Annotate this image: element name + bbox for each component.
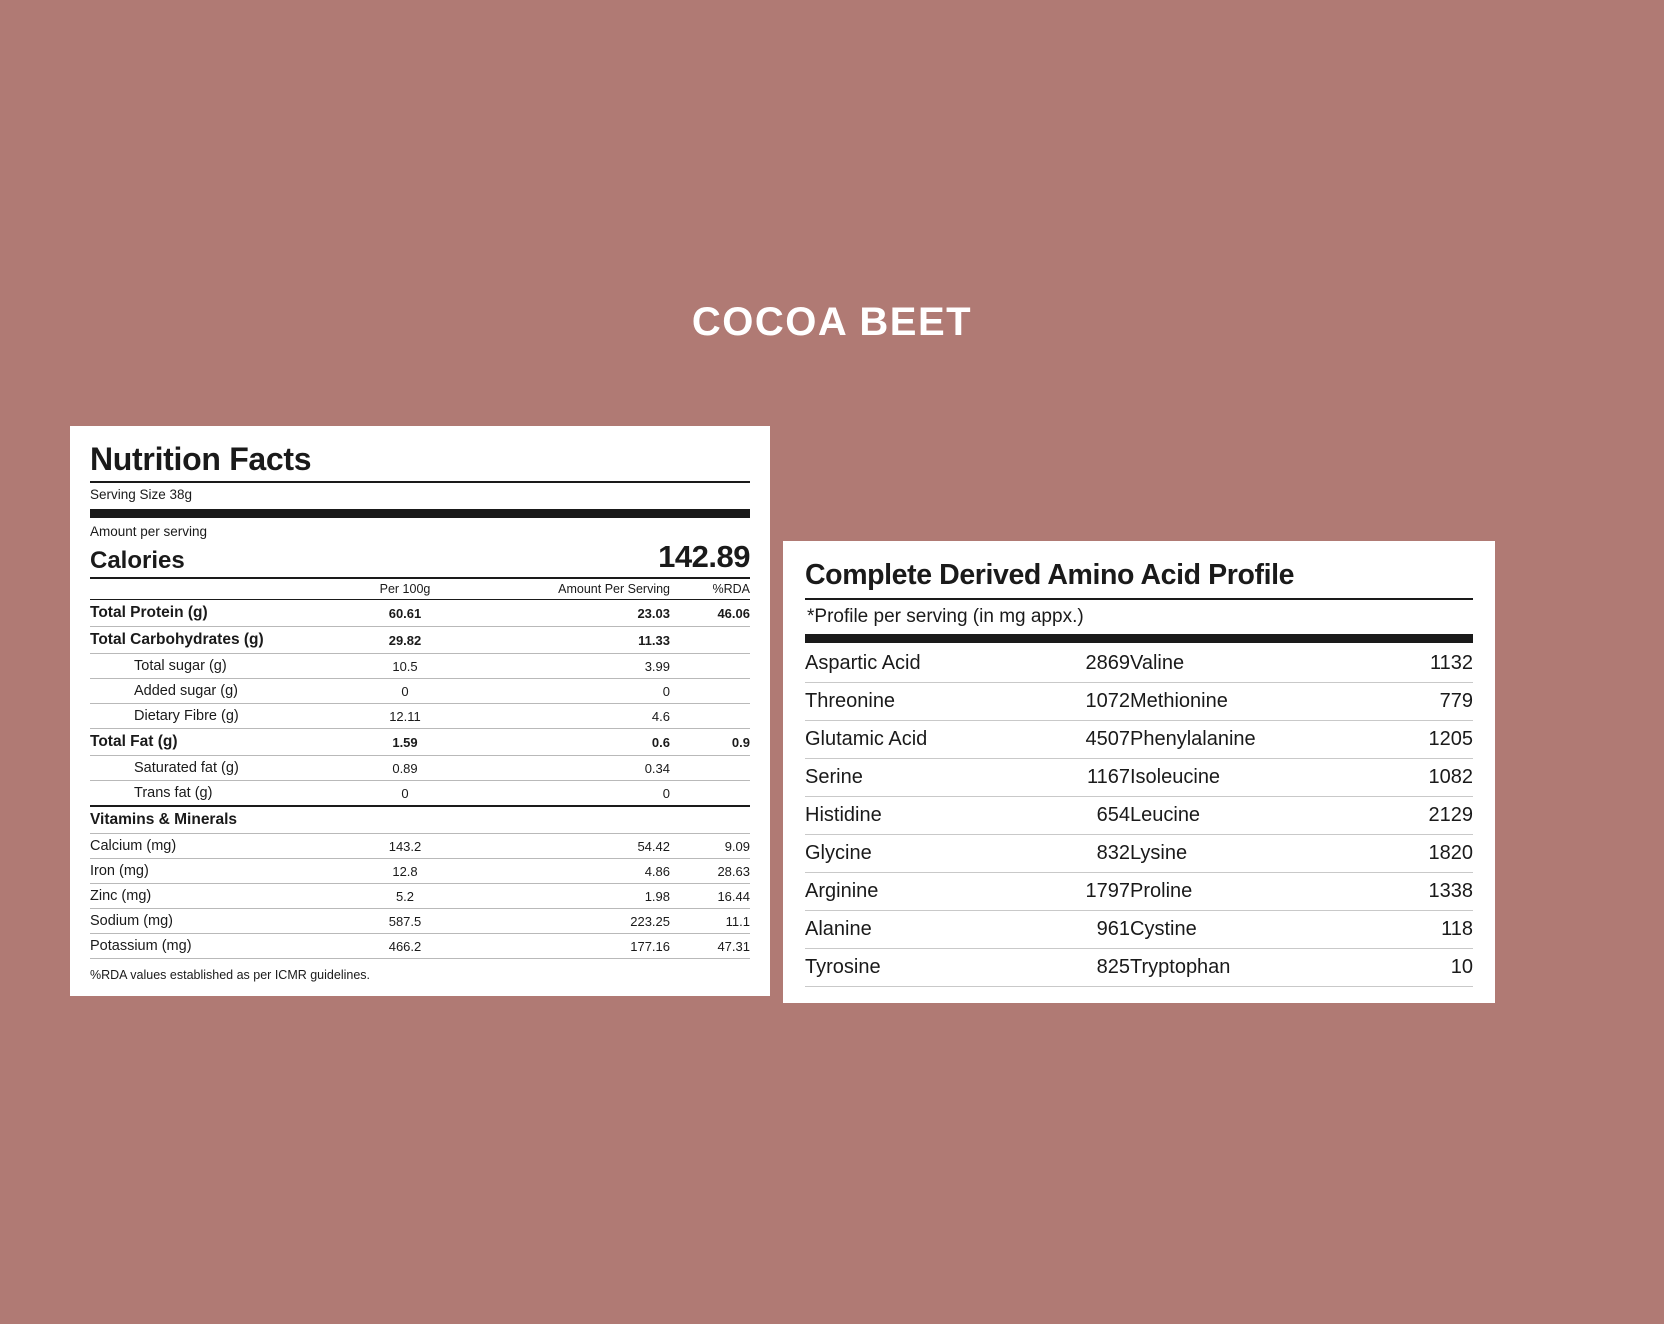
row-label: Sodium (mg)	[90, 909, 320, 934]
amino-value-left: 2869	[1020, 645, 1130, 683]
amino-value-left: 1167	[1020, 759, 1130, 797]
row-label: Added sugar (g)	[90, 679, 320, 704]
row-label: Calcium (mg)	[90, 834, 320, 859]
row-per-serving: 1.98	[490, 884, 670, 909]
row-per-serving: 4.6	[490, 704, 670, 729]
table-row	[90, 654, 750, 679]
table-row	[90, 859, 750, 884]
amino-value-left: 825	[1020, 949, 1130, 987]
section-header-label: Vitamins & Minerals	[90, 806, 750, 834]
row-per-100g: 29.82	[320, 627, 490, 654]
amino-value-right: 2129	[1335, 797, 1473, 835]
serving-size-text: Serving Size 38g	[90, 487, 193, 503]
table-row	[90, 756, 750, 781]
amino-name-left: Serine	[805, 759, 1020, 797]
row-per-100g: 143.2	[320, 834, 490, 859]
column-header-amount-per-serving: Amount Per Serving	[490, 579, 670, 600]
table-row	[90, 934, 750, 959]
row-per-100g: 587.5	[320, 909, 490, 934]
row-per-serving: 177.16	[490, 934, 670, 959]
table-row	[805, 645, 1473, 683]
row-rda: 28.63	[670, 859, 750, 884]
row-per-serving: 0.34	[490, 756, 670, 781]
rda-footnote: %RDA values established as per ICMR guidelines.	[90, 968, 370, 983]
nutrition-table	[90, 579, 750, 959]
row-rda	[670, 781, 750, 807]
row-rda	[670, 679, 750, 704]
row-rda: 16.44	[670, 884, 750, 909]
amino-value-right: 10	[1335, 949, 1473, 987]
row-rda	[670, 756, 750, 781]
row-rda	[670, 704, 750, 729]
amino-value-left: 832	[1020, 835, 1130, 873]
row-label: Total sugar (g)	[90, 654, 320, 679]
table-row	[805, 797, 1473, 835]
row-per-serving: 0	[490, 781, 670, 807]
amino-name-left: Aspartic Acid	[805, 645, 1020, 683]
table-row	[805, 911, 1473, 949]
amino-name-right: Valine	[1130, 645, 1335, 683]
row-per-100g: 12.8	[320, 859, 490, 884]
row-per-serving: 11.33	[490, 627, 670, 654]
column-header-per-100g: Per 100g	[320, 579, 490, 600]
row-per-100g: 12.11	[320, 704, 490, 729]
amount-per-serving-label: Amount per serving	[90, 524, 208, 540]
amino-name-left: Histidine	[805, 797, 1020, 835]
amino-value-right: 1338	[1335, 873, 1473, 911]
row-per-100g: 5.2	[320, 884, 490, 909]
amino-value-right: 1132	[1335, 645, 1473, 683]
amino-acid-heading: Complete Derived Amino Acid Profile	[805, 559, 1473, 600]
table-row	[805, 683, 1473, 721]
amino-name-right: Proline	[1130, 873, 1335, 911]
thick-divider-amino	[805, 634, 1473, 643]
row-per-100g: 60.61	[320, 600, 490, 627]
page-title: COCOA BEET	[691, 300, 973, 344]
calories-label: Calories	[90, 547, 185, 575]
amino-value-right: 1205	[1335, 721, 1473, 759]
table-row	[90, 679, 750, 704]
table-row	[90, 704, 750, 729]
amino-value-right: 118	[1335, 911, 1473, 949]
row-rda: 11.1	[670, 909, 750, 934]
table-row	[90, 627, 750, 654]
row-per-serving: 0.6	[490, 729, 670, 756]
amino-name-right: Tryptophan	[1130, 949, 1335, 987]
column-header-blank	[90, 579, 320, 600]
amino-value-left: 1072	[1020, 683, 1130, 721]
table-row	[90, 781, 750, 807]
table-row	[805, 759, 1473, 797]
row-label: Iron (mg)	[90, 859, 320, 884]
amino-value-right: 1082	[1335, 759, 1473, 797]
table-row	[805, 949, 1473, 987]
thick-divider-top	[90, 509, 750, 518]
row-per-100g: 10.5	[320, 654, 490, 679]
amino-value-right: 779	[1335, 683, 1473, 721]
row-rda: 0.9	[670, 729, 750, 756]
amino-name-left: Glutamic Acid	[805, 721, 1020, 759]
amino-acid-subheading: *Profile per serving (in mg appx.)	[807, 606, 1084, 627]
amino-name-left: Glycine	[805, 835, 1020, 873]
table-row	[805, 873, 1473, 911]
row-per-serving: 54.42	[490, 834, 670, 859]
row-per-100g: 0	[320, 781, 490, 807]
amino-name-right: Cystine	[1130, 911, 1335, 949]
column-header-rda: %RDA	[670, 579, 750, 600]
calories-row	[90, 539, 750, 577]
amino-acid-table	[805, 645, 1473, 987]
row-label: Trans fat (g)	[90, 781, 320, 807]
row-rda: 9.09	[670, 834, 750, 859]
row-rda: 46.06	[670, 600, 750, 627]
row-label: Saturated fat (g)	[90, 756, 320, 781]
row-label: Dietary Fibre (g)	[90, 704, 320, 729]
nutrition-facts-heading: Nutrition Facts	[90, 441, 312, 477]
amino-name-left: Arginine	[805, 873, 1020, 911]
amino-name-left: Tyrosine	[805, 949, 1020, 987]
amino-value-left: 654	[1020, 797, 1130, 835]
amino-value-left: 4507	[1020, 721, 1130, 759]
amino-value-left: 1797	[1020, 873, 1130, 911]
row-rda	[670, 627, 750, 654]
table-row	[90, 834, 750, 859]
table-row	[90, 729, 750, 756]
amino-acid-panel	[783, 541, 1495, 1003]
table-header-row	[90, 579, 750, 600]
row-label: Zinc (mg)	[90, 884, 320, 909]
row-label: Total Fat (g)	[90, 729, 320, 756]
amino-name-left: Threonine	[805, 683, 1020, 721]
row-per-serving: 3.99	[490, 654, 670, 679]
table-row	[90, 884, 750, 909]
row-label: Total Protein (g)	[90, 600, 320, 627]
row-per-100g: 466.2	[320, 934, 490, 959]
amino-name-right: Methionine	[1130, 683, 1335, 721]
row-per-serving: 0	[490, 679, 670, 704]
nutrition-facts-panel	[70, 426, 770, 996]
row-rda: 47.31	[670, 934, 750, 959]
calories-value: 142.89	[658, 539, 750, 575]
row-label: Total Carbohydrates (g)	[90, 627, 320, 654]
table-row	[90, 909, 750, 934]
row-per-serving: 4.86	[490, 859, 670, 884]
amino-name-right: Leucine	[1130, 797, 1335, 835]
table-row	[805, 835, 1473, 873]
amino-value-right: 1820	[1335, 835, 1473, 873]
amino-name-right: Isoleucine	[1130, 759, 1335, 797]
row-per-100g: 0.89	[320, 756, 490, 781]
amino-name-right: Lysine	[1130, 835, 1335, 873]
amino-name-left: Alanine	[805, 911, 1020, 949]
row-per-100g: 0	[320, 679, 490, 704]
row-label: Potassium (mg)	[90, 934, 320, 959]
table-row	[90, 600, 750, 627]
vitamins-minerals-header-row	[90, 806, 750, 834]
row-per-serving: 23.03	[490, 600, 670, 627]
row-rda	[670, 654, 750, 679]
row-per-serving: 223.25	[490, 909, 670, 934]
table-row	[805, 721, 1473, 759]
amino-value-left: 961	[1020, 911, 1130, 949]
amino-name-right: Phenylalanine	[1130, 721, 1335, 759]
row-per-100g: 1.59	[320, 729, 490, 756]
